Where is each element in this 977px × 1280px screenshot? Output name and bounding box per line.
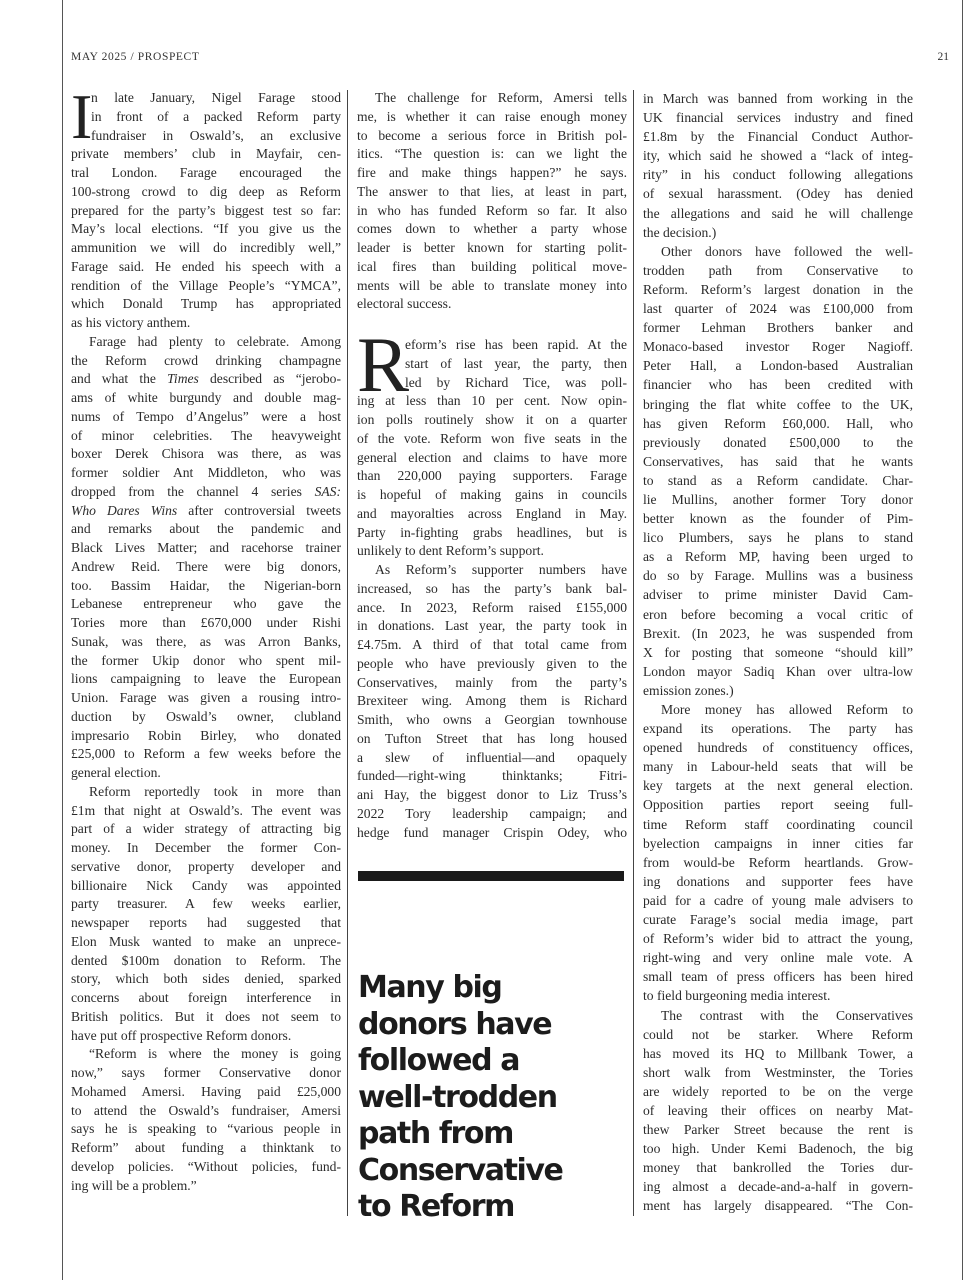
text-line: increased, so has the party’s bank bal- xyxy=(357,580,627,596)
text-line: ams of white burgundy and double mag- xyxy=(71,390,341,405)
text-line: Reform” about funding a thinktank to xyxy=(71,1140,341,1155)
text-line: too. Bassim Haidar, the Nigerian-born xyxy=(71,577,341,593)
text-line: the decision.) xyxy=(643,224,717,240)
text-line: of Reform’s wider bid to attract the young, xyxy=(643,931,913,947)
text-line: London mayor Sadiq Khan over ultra-low xyxy=(643,663,913,679)
page-border-left xyxy=(62,0,63,1280)
text-line: of the vote. Reform won five seats in the xyxy=(357,430,627,446)
text-line: of sexual harassment. (Odey has denied xyxy=(643,186,913,202)
text-line: impresario Robin Birley, who donated xyxy=(71,727,341,743)
text-line: party treasurer. A few weeks earlier, xyxy=(71,896,341,912)
text-line: ammunition we will do incredibly well,” xyxy=(71,240,341,255)
text-line: Conservatives, mainly from the party’s xyxy=(357,674,627,690)
article-column-3 xyxy=(643,89,913,1216)
text-line: ing almost a decade-and-a-half in govern- xyxy=(643,1179,913,1195)
paragraph xyxy=(71,783,341,1046)
text-line xyxy=(71,502,341,521)
text-line: £4.75m. A third of that total came from xyxy=(357,637,627,652)
text-line: fundraiser in Oswald’s, an exclusive xyxy=(91,127,341,143)
text-line: ing at less than 10 per cent. Now opin- xyxy=(357,393,627,409)
text-line: led by Richard Tice, was poll- xyxy=(405,374,627,390)
text-line: lie Mullins, another former Tory donor xyxy=(643,491,913,507)
text-line: £1.8m by the Financial Conduct Author- xyxy=(643,129,913,145)
text-line: to attend the Oswald’s fundraiser, Amersi xyxy=(71,1102,341,1118)
paragraph xyxy=(357,89,627,314)
paragraph xyxy=(357,561,627,842)
text-line: has moved its HQ to Millbank Tower, a xyxy=(643,1045,913,1061)
text-line: ani Hay, the biggest donor to Liz Truss’s xyxy=(357,787,627,802)
text-line: ing will be a problem.” xyxy=(71,1177,197,1193)
text-line: opened hundreds of constituency offices, xyxy=(643,740,913,756)
text-line: 2022 Tory leadership campaign; and xyxy=(357,805,627,821)
text-line: to stand as a Reform candidate. Char- xyxy=(643,472,913,488)
text-line: thew Parker Street because the rent is xyxy=(643,1122,913,1138)
text-line: Reform. Reform’s largest donation in the xyxy=(643,281,913,297)
text-line xyxy=(71,483,341,502)
text-line: and mayoralties across England in May. xyxy=(357,505,627,521)
paragraph xyxy=(643,89,913,242)
text-segment: and what the xyxy=(71,371,168,387)
italic-title: SAS: xyxy=(314,483,341,499)
text-line: as a Reform MP, having been urged to xyxy=(643,549,913,565)
column-rule xyxy=(347,90,348,1216)
text-line: part of a wider strategy of attracting big xyxy=(71,821,341,837)
pull-quote xyxy=(358,970,628,1226)
text-line: Mohamed Amersi. Having paid £25,000 xyxy=(71,1083,341,1099)
text-line: servative donor, property developer and xyxy=(71,858,341,874)
paragraph xyxy=(71,333,341,783)
text-line: are widely reported to be on the verge xyxy=(643,1083,913,1099)
text-line: n late January, Nigel Farage stood xyxy=(91,90,341,105)
text-line: money that bankrolled the Tories dur- xyxy=(643,1160,913,1176)
text-line: concerns about foreign interference in xyxy=(71,990,341,1005)
text-line: ance. In 2023, Reform raised £155,000 xyxy=(357,599,627,615)
text-line: hedge fund manager Crispin Odey, who xyxy=(357,824,627,840)
text-line: the allegations and said he will challenge xyxy=(643,205,913,221)
text-line: Party in-fighting grabs headlines, but is xyxy=(357,524,627,540)
text-line: ion polls routinely show it on a quarter xyxy=(357,412,627,427)
text-line: do so by Farage. Mullins was a business xyxy=(643,568,913,584)
text-line: Andrew Reid. There were big donors, xyxy=(71,558,341,574)
text-line: Tories more than £670,000 under Rishi xyxy=(71,615,341,630)
text-line: rendition of the Village People’s “YMCA”, xyxy=(71,277,341,293)
text-line: curate Farage’s social media image, part xyxy=(643,912,913,928)
pull-quote-line: well-trodden xyxy=(358,1079,557,1115)
text-line: expand its operations. The party has xyxy=(643,721,913,737)
text-line: Brexiteer wing. Among them is Richard xyxy=(357,693,627,709)
text-line: in who has funded Reform so far. It also xyxy=(357,202,627,218)
text-line: ity, which said he showed a “lack of integ- xyxy=(643,148,913,164)
text-line: has given Reform £60,000. Hall, who xyxy=(643,415,913,431)
text-line: British politics. But it does not seem to xyxy=(71,1008,341,1024)
text-line: Union. Farage was given a rousing intro- xyxy=(71,690,341,705)
text-segment: described as “jerobo- xyxy=(198,371,341,387)
text-line: Brexit. (In 2023, he was suspended from xyxy=(643,625,913,641)
text-line: small team of press officers has been hired xyxy=(643,969,913,985)
text-line: lions campaigning to leave the European xyxy=(71,671,341,687)
text-line: Peter Hall, a London-based Australian xyxy=(643,358,913,374)
page-number: 21 xyxy=(937,51,949,63)
running-head: MAY 2025 / PROSPECT xyxy=(71,51,200,63)
paragraph xyxy=(643,1006,913,1216)
drop-cap: I xyxy=(71,81,93,152)
text-line: leader is better known for starting polit- xyxy=(357,240,627,255)
text-line: Monaco-based investor Roger Nagioff. xyxy=(643,339,913,355)
drop-cap: R xyxy=(357,321,410,408)
text-line: electoral success. xyxy=(357,296,452,312)
text-line: former soldier Ant Middleton, who was xyxy=(71,465,341,480)
italic-title: Who Dares Wins xyxy=(71,502,178,518)
text-line: and remarks about the pandemic and xyxy=(71,521,341,537)
text-line: fire and make things happen?” he says. xyxy=(357,165,627,180)
text-line: More money has allowed Reform to xyxy=(661,702,913,717)
text-line: 100-strong crowd to dig deep as Reform xyxy=(71,183,341,199)
text-line: start of last year, the party, then xyxy=(405,355,627,371)
text-line: Sunak, was there, as was Arron Banks, xyxy=(71,633,341,649)
text-line: £1m that night at Oswald’s. The event was xyxy=(71,802,341,818)
text-line: in donations. Last year, the party took in xyxy=(357,618,627,634)
text-line: develop policies. “Without policies, fund- xyxy=(71,1158,341,1174)
text-line: financier who has been credited with xyxy=(643,377,913,393)
text-line: private members’ club in Mayfair, cen- xyxy=(71,146,341,162)
text-line: May’s local elections. “If you give us the xyxy=(71,221,341,237)
text-line: itics. “The question is: can we light the xyxy=(357,146,627,162)
text-line: says he is speaking to “various people in xyxy=(71,1121,341,1137)
text-line: bringing the flat white coffee to the UK, xyxy=(643,396,913,412)
text-line: The answer to that lies, at least in part, xyxy=(357,183,627,199)
text-line: previously donated £500,000 to the xyxy=(643,434,913,450)
text-line: the former Ukip donor who spent mil- xyxy=(71,652,341,668)
text-line: UK financial services industry and fined xyxy=(643,110,913,126)
text-line: me, is whether it can raise enough money xyxy=(357,108,627,124)
text-line: The challenge for Reform, Amersi tells xyxy=(375,90,627,105)
column-rule xyxy=(633,90,634,1216)
text-line: emission zones.) xyxy=(643,682,734,698)
paragraph xyxy=(71,81,341,333)
text-line: Smith, who owns a Georgian townhouse xyxy=(357,712,627,727)
paragraph xyxy=(357,321,627,561)
paragraph xyxy=(643,242,913,700)
text-line: to become a serious force in British pol- xyxy=(357,127,627,143)
text-line: as his victory anthem. xyxy=(71,315,191,330)
text-line: people who have previously given to the xyxy=(357,655,627,671)
text-line: last quarter of 2024 was £100,000 from xyxy=(643,301,913,317)
page-border-right xyxy=(962,0,963,1280)
text-line: Other donors have followed the well- xyxy=(661,243,913,259)
text-line: to field burgeoning media interest. xyxy=(643,988,831,1004)
text-line: Black Lives Matter; and racehorse trainer xyxy=(71,540,341,555)
text-line: funded—right-wing thinktanks; Fitri- xyxy=(357,768,627,784)
paragraph xyxy=(643,700,913,1006)
text-line: right-wing and very online male vote. A xyxy=(643,950,913,966)
text-line: rity” in his conduct following allegations xyxy=(643,167,913,183)
text-line: ical fires than building political move- xyxy=(357,258,627,274)
text-line: on Tufton Street that has long housed xyxy=(357,730,627,746)
text-line: Elon Musk wanted to make an unprece- xyxy=(71,933,341,949)
text-line: former Lehman Brothers banker and xyxy=(643,320,913,336)
text-line: nums of Tempo d’Angelus” were a host xyxy=(71,408,341,424)
text-line: a slew of influential—and opaquely xyxy=(357,749,627,765)
text-line: the Reform crowd drinking champagne xyxy=(71,352,341,368)
pull-quote-line: Conservative xyxy=(358,1152,563,1188)
pull-quote-line: donors have xyxy=(358,1006,552,1042)
text-line: ments will be able to translate money into xyxy=(357,277,627,293)
pull-quote-line: followed a xyxy=(358,1043,520,1078)
text-line: Opposition parties report seeing full- xyxy=(643,797,913,813)
text-line: in front of a packed Reform party xyxy=(91,108,341,124)
text-line: could not be starker. Where Reform xyxy=(643,1026,913,1042)
text-line xyxy=(71,370,341,389)
italic-title: Times xyxy=(167,371,199,387)
text-line: many in Labour-held seats that will be xyxy=(643,759,913,775)
text-line: prepared for the party’s biggest test so far: xyxy=(71,202,341,218)
text-line: money. In December the former Con- xyxy=(71,840,341,855)
text-line: general election. xyxy=(71,765,161,780)
text-line: comes down to whether a party whose xyxy=(357,221,627,237)
text-line: ing donations and supporter fees have xyxy=(643,873,913,889)
paragraph xyxy=(71,1045,341,1195)
text-line: better known as the founder of Pim- xyxy=(643,511,913,527)
text-line: Lebanese entrepreneur who gave the xyxy=(71,596,341,612)
text-line: of minor celebrities. The heavyweight xyxy=(71,427,341,443)
text-line: than 220,000 paying supporters. Farage xyxy=(357,468,627,484)
text-line: X for posting that someone “should kill” xyxy=(643,644,913,660)
text-line: unlikely to dent Reform’s support. xyxy=(357,543,544,559)
pull-quote-bar xyxy=(358,871,624,881)
text-line: eform’s rise has been rapid. At the xyxy=(405,337,627,352)
text-line: general election and claims to have more xyxy=(357,449,627,465)
text-line: Reform reportedly took in more than xyxy=(89,783,341,799)
text-line: is hopeful of making gains in councils xyxy=(357,487,627,502)
text-line: which Donald Trump has appropriated xyxy=(71,296,341,312)
pull-quote-line: to Reform xyxy=(358,1189,514,1224)
text-line: Farage had plenty to celebrate. Among xyxy=(89,333,341,349)
text-line: trodden path from Conservative to xyxy=(643,262,913,278)
text-line: Conservatives, has said that he wants xyxy=(643,453,913,469)
text-line: “Reform is where the money is going xyxy=(89,1046,341,1062)
text-segment: dropped from the channel 4 series xyxy=(71,483,315,499)
text-line: billionaire Nick Candy was appointed xyxy=(71,877,341,893)
text-line: now,” says former Conservative donor xyxy=(71,1065,341,1080)
text-line: byelection campaigns in inner cities far xyxy=(643,835,913,851)
text-line: Farage said. He ended his speech with a xyxy=(71,258,341,274)
text-segment: after controversial tweets xyxy=(177,502,341,518)
text-line: As Reform’s supporter numbers have xyxy=(375,562,627,577)
text-line: £25,000 to Reform a few weeks before the xyxy=(71,746,341,762)
text-line: lico Plumbers, says he plans to stand xyxy=(643,530,913,546)
text-line: boxer Derek Chisora was there, as was xyxy=(71,446,341,462)
text-line: too high. Under Kemi Badenoch, the big xyxy=(643,1141,913,1157)
text-line: time Reform staff coordinating council xyxy=(643,816,913,832)
text-line: short walk from Westminster, the Tories xyxy=(643,1064,913,1080)
text-line: The contrast with the Conservatives xyxy=(661,1007,913,1023)
text-line: newspaper reports had suggested that xyxy=(71,915,341,930)
text-line: in March was banned from working in the xyxy=(643,91,913,106)
text-line: of leaving their offices on nearby Mat- xyxy=(643,1102,913,1118)
text-line: from would-be Reform heartlands. Grow- xyxy=(643,854,913,870)
text-line: eron before becoming a vocal critic of xyxy=(643,606,913,622)
pull-quote-line: Many big xyxy=(358,970,502,1005)
text-line: have put off prospective Reform donors. xyxy=(71,1027,292,1043)
article-column-2 xyxy=(357,89,627,842)
text-line: ment has largely disappeared. “The Con- xyxy=(643,1198,913,1214)
text-line: duction by Oswald’s owner, clubland xyxy=(71,708,341,724)
text-line: adviser to prime minister David Cam- xyxy=(643,587,913,603)
text-line: key targets at the next general election. xyxy=(643,778,913,794)
text-line: dented $100m donation to Reform. The xyxy=(71,952,341,968)
text-line: paid for a cadre of young male advisers to xyxy=(643,892,913,908)
text-line: story, which both sides denied, sparked xyxy=(71,971,341,987)
pull-quote-line: path from xyxy=(358,1116,513,1151)
text-line: tral London. Farage encouraged the xyxy=(71,165,341,180)
article-column-1 xyxy=(71,81,341,1195)
